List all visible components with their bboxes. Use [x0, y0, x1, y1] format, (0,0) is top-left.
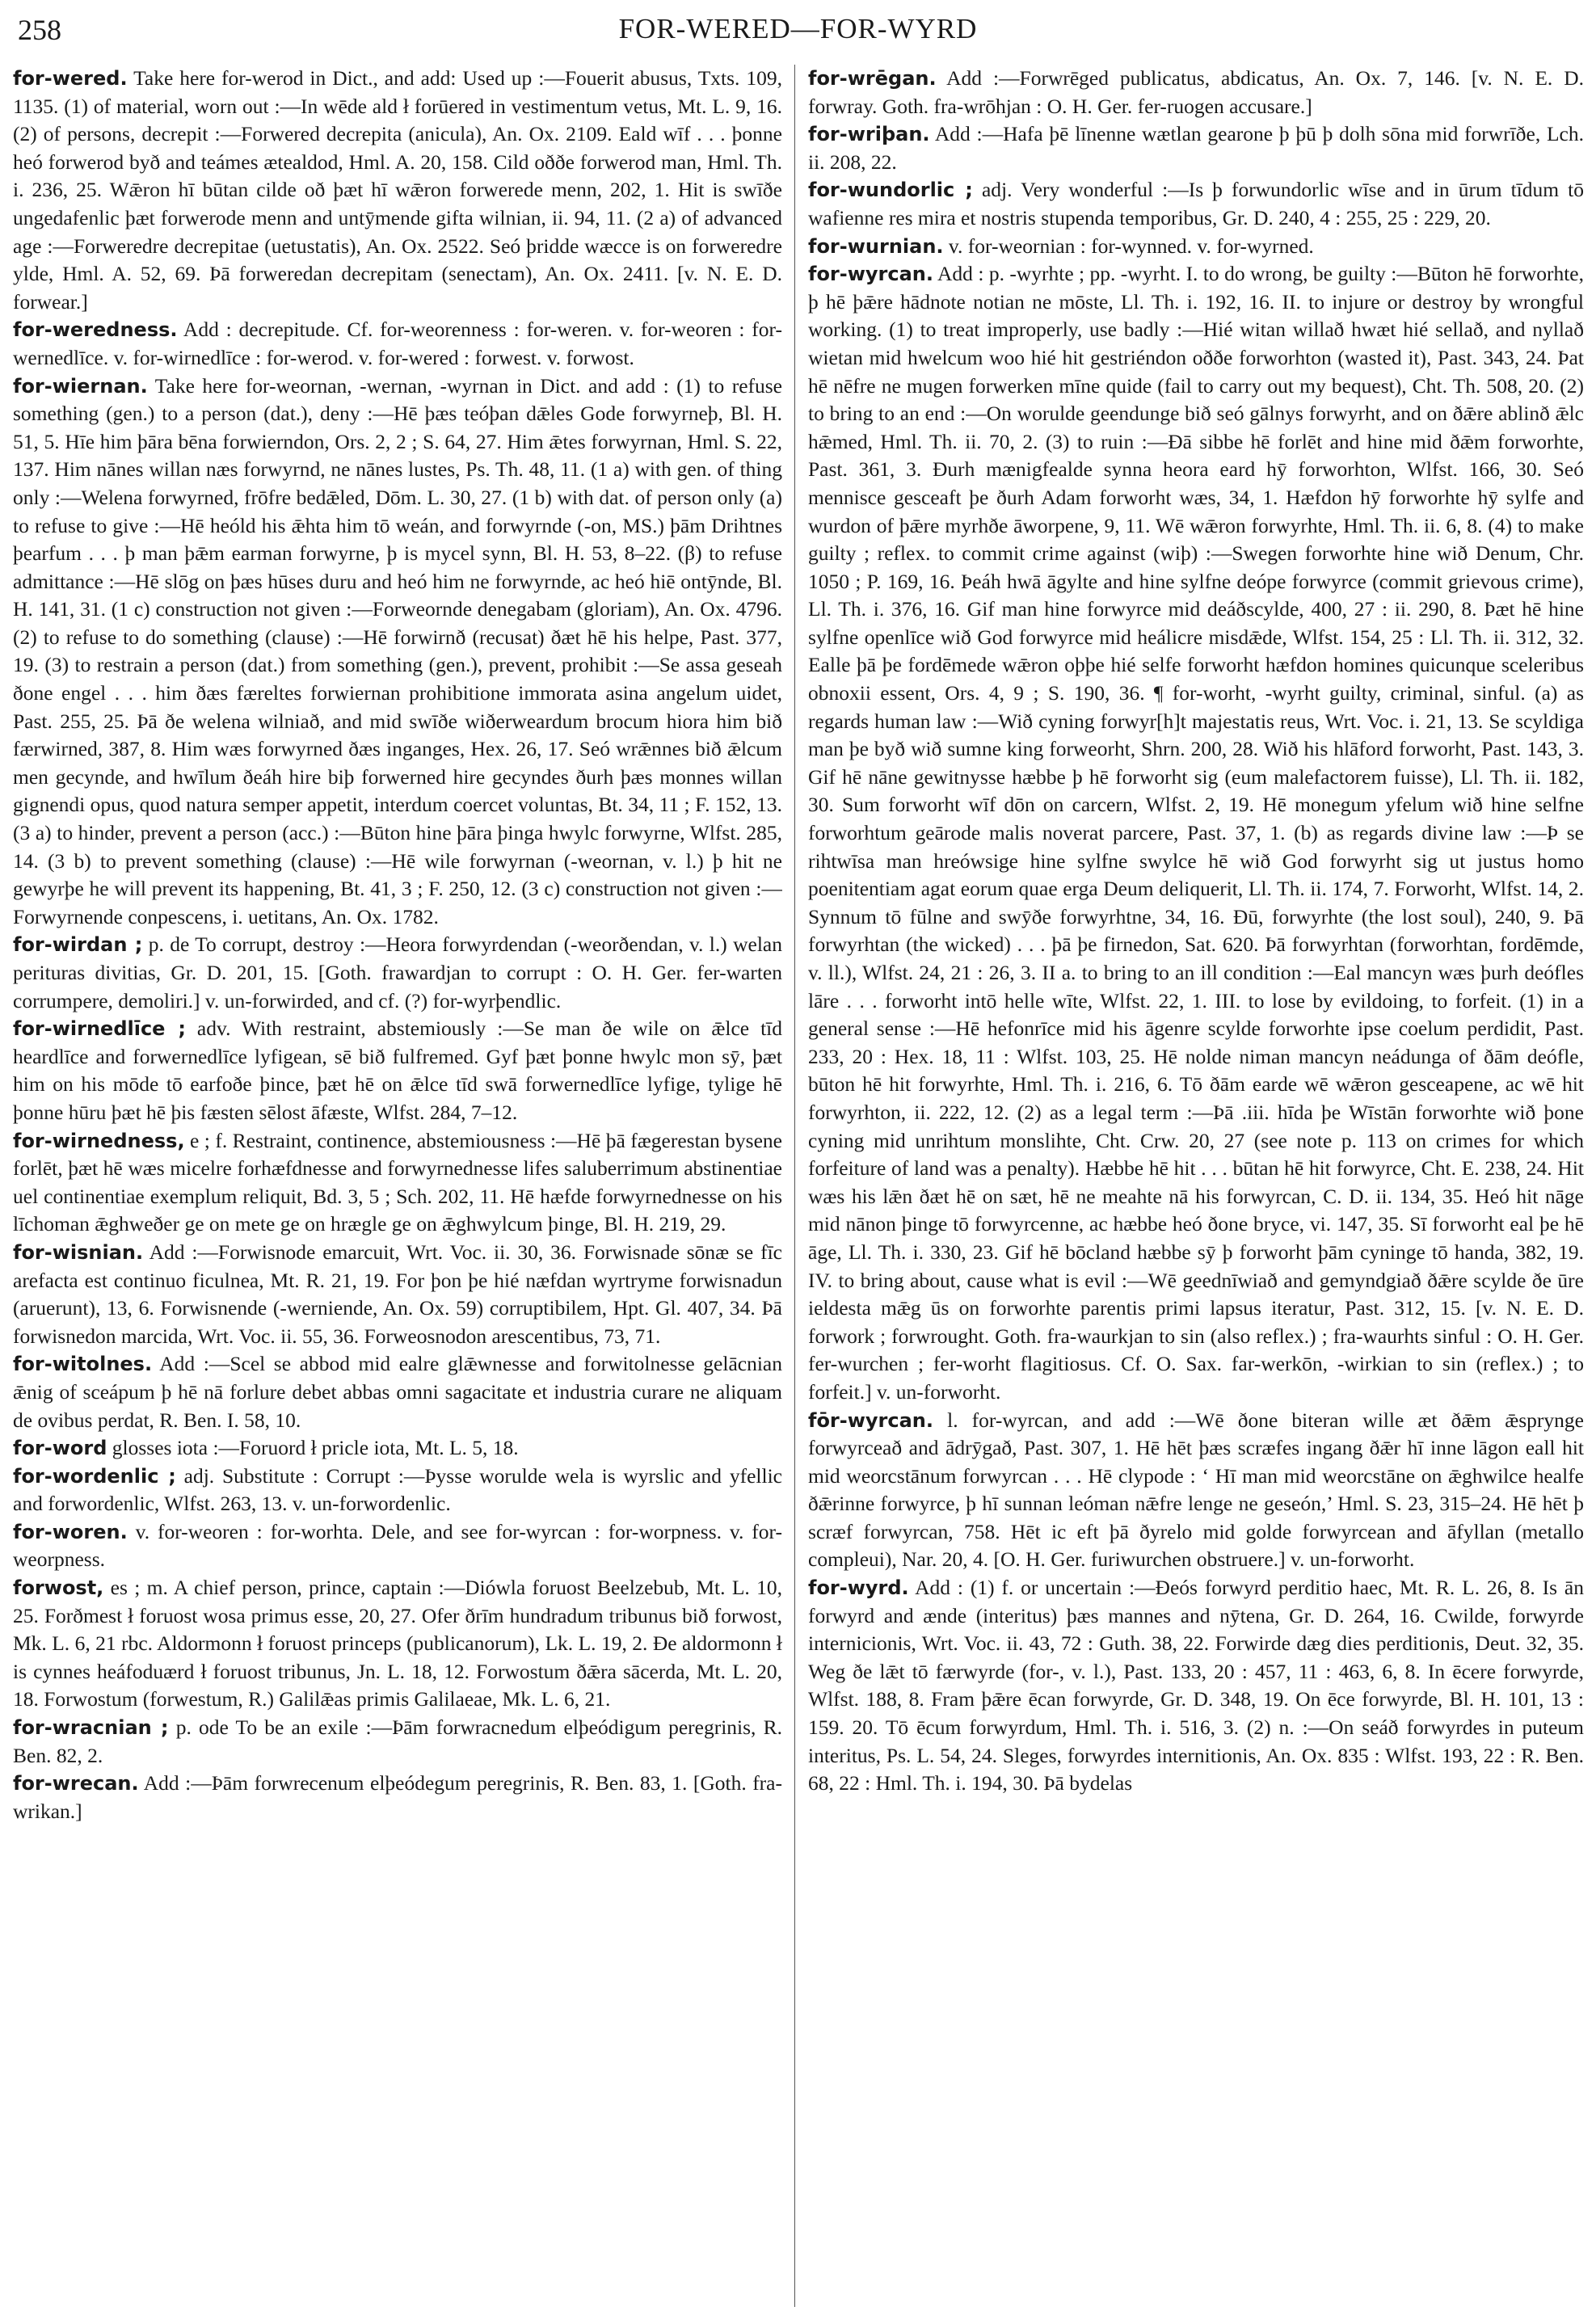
entry-headword: for-wirnedness,	[13, 1129, 185, 1152]
entry-body: l. for-wyrcan, and add :—Wē ðone biteran wille æt ðǣm ǣsprynge forwyrceað and ādrȳgað, Past. 307, 1. Hē hēt þæs scræfes ingang ðǣr hī inne lāgon eall hit mid weorcstānum forwyrcan . . . Hē clypode : ‘ Hī man mid weorcstāne on ǣghwilce healfe ðǣrinne forwyrce, þ hī sunnan leóman nǣfre lenge ne geseón,’ Hml. S. 23, 315–24. Hē hēt þ scræf forwyrcan, 758. Hēt ic eft þā ðyrelo mid golde forwyrcean and āfyllan (metallo compleui), Nar. 20, 4. [O. H. Ger. furiwurchen obstruere.] v. un-forworht.	[808, 1408, 1584, 1572]
entry-body: Add : decrepitude. Cf. for-weorenness : for-weren. v. for-weoren : for-wernedlīce. v. for-wirnedlīce : for-werod. v. for-wered : forwest. v. forwost.	[13, 318, 782, 369]
running-head: FOR-WERED—FOR-WYRD	[618, 13, 978, 44]
right-column	[808, 65, 1584, 2307]
dictionary-entry	[808, 260, 1584, 1406]
dictionary-entry	[13, 931, 782, 1015]
dictionary-entry	[13, 1350, 782, 1434]
entry-body: glosses iota :—Foruord ł pricle iota, Mt. L. 5, 18.	[107, 1436, 519, 1460]
dictionary-entry	[808, 233, 1584, 261]
entry-headword: for-wered.	[13, 67, 128, 90]
entry-body: adj. Substitute : Corrupt :—Þysse worulde wela is wyrslic and yfellic and forwordenlic, Wlfst. 263, 13. v. un-forwordenlic.	[13, 1463, 782, 1516]
entry-headword: for-wyrd.	[808, 1576, 909, 1600]
entry-body: Add :—Forwisnode emarcuit, Wrt. Voc. ii. 30, 36. Forwisnade sōnæ se fīc arefacta est continuo ficulnea, Mt. R. 21, 19. For þon þe hié næfdan wyrtryme forwisnadun (aruerunt), 13, 6. Forwisnende (-werniende, An. Ox. 59) corruptibilem, Hpt. Gl. 407, 34. Þā forwisnedon marcida, Wrt. Voc. ii. 55, 36. Forweosnodon arescentibus, 73, 71.	[13, 1240, 782, 1348]
dictionary-entry	[13, 1434, 782, 1463]
entry-body: Add :—Forwrēged publicatus, abdicatus, An. Ox. 7, 146. [v. N. E. D. forwray. Goth. fra-wrōhjan : O. H. Ger. fer-ruogen accusare.]	[808, 66, 1584, 118]
entry-headword: for-wyrcan.	[808, 263, 934, 286]
entry-headword: for-wirnedlīce ;	[13, 1017, 186, 1041]
entry-headword: for-wundorlic ;	[808, 179, 973, 202]
dictionary-entry	[13, 65, 782, 316]
left-column	[13, 65, 782, 2307]
entry-body: Add : p. -wyrhte ; pp. -wyrht. I. to do wrong, be guilty :—Būton hē forworhte, þ hē þǣre hādnote notian ne mōste, Ll. Th. i. 192, 16. II. to injure or destroy by wrongful working. (1) to treat improperly, use badly :—Hié witan willað hwæt hié sellað, and nyllað wietan mid hwelcum woo hié hit gestriéndon oððe forworhton (wasted it), Past. 343, 24. Þat hē nēfre ne mugen forwerken mīne quide (fail to carry out my bequest), Cht. Th. 508, 20. (2) to bring to an end :—On worulde geendunge bið seó gālnys forwyrht, and on ðǣre ablinð ǣlc hǣmed, Hml. Th. ii. 70, 2. (3) to ruin :—Ðā sibbe hē forlēt and hine mid ðǣm forworhte, Past. 361, 3. Ðurh mænigfealde synna heora eard hȳ forworhton, Wlfst. 166, 30. Seó mennisce gesceaft þe ðurh Adam forworht wæs, 34, 1. Hæfdon hȳ forworhte hȳ sylfe and wurdon of þǣre myrhðe āworpene, 9, 11. Wē wǣron forwyrhte, Hml. Th. ii. 6, 8. (4) to make guilty ; reflex. to commit crime against (wiþ) :—Swegen forworhte hine wið Denum, Chr. 1050 ; P. 169, 16. Þeáh hwā āgylte and hine sylfne deópe forwyrce (commit grievous crime), Ll. Th. i. 376, 16. Gif man hine forwyrce mid deáðscylde, 400, 27 : ii. 290, 8. Þæt hē hine sylfne openlīce wið God forwyrce mid heálicre misdǣde, Wlfst. 154, 25 : Ll. Th. ii. 312, 32. Ealle þā þe fordēmede wǣron oþþe hié selfe forworht hæfdon homines quicunque sceleribus obnoxii essent, Ors. 4, 9 ; S. 190, 36. ¶ for-worht, -wyrht guilty, criminal, sinful. (a) as regards human law :—Wið cyning forwyr[h]t majestatis reus, Wrt. Voc. i. 21, 13. Se scyldiga man þe byð wið sumne king forweorht, Shrn. 200, 28. Wið his hlāford forworht, Past. 143, 3. Gif hē nāne gewitnysse hæbbe þ hē forworht sig (eum malefactorem fuisse), Ll. Th. ii. 182, 30. Sum forworht wīf dōn on carcern, Wlfst. 2, 19. Hē monegum yfelum wið hine selfne forworhtum geārode malis noverat parcere, Past. 37, 1. (b) as regards divine law :—Þ se rihtwīsa man hreówsige hine sylfne swylce hē wið God forwyrht sig ut justus homo poenitentiam agat eorum quae erga Deum deliquerit, Ll. Th. ii. 174, 7. Forworht, Wlfst. 14, 2. Synnum tō fūlne and swȳðe forwyrhtne, 34, 16. Ðū, forwyrhte (the lost soul), 240, 9. Þā forwyrhtan (the wicked) . . . þā þe firnedon, Sat. 620. Þā forwyrhtan (forworhtan, fordēmde, v. ll.), Wlfst. 24, 21 : 26, 3. II a. to bring to an ill condition :—Eal mancyn wæs þurh deófles lāre . . . forworht intō helle wīte, Wlfst. 22, 1. III. to lose by evildoing, to forfeit. (1) in a general sense :—Hē hefonrīce mid his āgenre scylde forworhte ipse coelum perdidit, Past. 233, 20 : Hex. 18, 11 : Wlfst. 103, 25. Hē nolde niman mancyn neádunga of ðām deófle, būton hē hit forwyrhte, Hml. Th. i. 216, 6. Tō ðām earde wē wǣron gesceapene, ac wē hit forwyrhton, ii. 222, 12. (2) as a legal term :—Þā .iii. hīda þe Wīstān forworhte wið þone cyning mid unrihtum monslihte, Cht. Crw. 20, 27 (see note p. 113 on crimes for which forfeiture of land was a penalty). Hæbbe hē hit . . . būtan hē hit forwyrce, Cht. E. 238, 24. Hit wæs his lǣn ðæt hē on sæt, hē ne meahte nā his forwyrcan, C. D. ii. 134, 35. Heó hit nāge mid nānon þinge tō forwyrcenne, ac hæbbe heó ðone bryce, vi. 147, 35. Sī forworht eal þe hē āge, Ll. Th. i. 330, 23. Gif hē bōcland hæbbe sȳ þ forworht þām cyninge tō handa, 382, 19. IV. to bring about, cause what is evil :—Wē geednīwiað and gemyndgiað ðǣre scylde ðe ūre ieldesta mǣg ūs on forworhte parentis primi lapsus iteratur, Past. 312, 15. [v. N. E. D. forwork ; forwrought. Goth. fra-waurkjan to sin (also reflex.) ; fra-waurhts sinful : O. H. Ger. fer-wurchen ; fer-worht flagitiosus. Cf. O. Sax. far-werkōn, -wirkian to sin (reflex.) ; to forfeit.] v. un-forworht.	[808, 262, 1584, 1404]
dictionary-entry	[808, 176, 1584, 232]
entry-body: Add :—Scel se abbod mid ealre glǣwnesse and forwitolnesse gelācnian ǣnig of sceápum þ hē nā forlure debet abbas omni sagacitate et industria curare ne aliquam de ovibus perdat, R. Ben. I. 58, 10.	[13, 1352, 782, 1432]
entry-body: p. ode To be an exile :—Þām forwracnedum elþeódigum peregrinis, R. Ben. 82, 2.	[13, 1715, 782, 1767]
column-divider	[794, 65, 795, 2307]
entry-body: v. for-weoren : for-worhta. Dele, and see for-wyrcan : for-worpness. v. for-weorpness.	[13, 1519, 782, 1572]
dictionary-entry	[13, 1127, 782, 1239]
entry-body: adv. With restraint, abstemiously :—Se man ðe wile on ǣlce tīd heardlīce and forwernedlīce lyfigean, sē bið fulfremed. Gyf þæt þonne hwylc mon sȳ, þæt him on his mōde tō earfoðe þince, þæt hē on ǣlce tīd swā forwernedlīce lyfige, tylige hē þonne hūru þæt hē þis fæsten sēlost āfæste, Wlfst. 284, 7–12.	[13, 1017, 782, 1124]
entry-headword: for-wriþan.	[808, 123, 930, 146]
entry-headword: for-wisnian.	[13, 1240, 144, 1264]
entry-headword: for-wiernan.	[13, 374, 148, 398]
dictionary-entry	[13, 1770, 782, 1825]
entry-body: Take here for-weornan, -wernan, -wyrnan in Dict. and add : (1) to refuse something (gen.) to a person (dat.), deny :—Hē þæs teóþan dǣles Gode forwyrneþ, Bl. H. 51, 5. Hīe him þāra bēna forwierndon, Ors. 2, 2 ; S. 64, 27. Him ǣtes forwyrnan, Hml. S. 22, 137. Him nānes willan næs forwyrnd, ne nānes lustes, Ps. Th. 48, 11. (1 a) with gen. of thing only :—Welena forwyrned, frōfre bedǣled, Dōm. L. 30, 27. (1 b) with dat. of person only (a) to refuse to give :—Hē heóld his ǣhta him tō weán, and forwyrnde (-on, MS.) þām Drihtnes þearfum . . . þ man þǣm earman forwyrne, þ is mycel synn, Bl. H. 53, 8–22. (β) to refuse admittance :—Hē slōg on þæs hūses duru and heó him ne forwyrnde, ac heó hiē ontȳnde, Bl. H. 141, 31. (1 c) construction not given :—Forweornde denegabam (gloriam), An. Ox. 4796. (2) to refuse to do something (clause) :—Hē forwirnð (recusat) ðæt hē his helpe, Past. 377, 19. (3) to restrain a person (dat.) from something (gen.), prevent, prohibit :—Se assa geseah ðone engel . . . him ðæs færeltes forwiernan prohibitione immorata asina angelum uidet, Past. 255, 25. Þā ðe welena wilniað, and mid swīðe wiðerweardum brocum hiora him bið færwirned, 387, 8. Him wæs forwyrned ðæs inganges, Hex. 26, 17. Seó wrǣnnes bið ǣlcum men gecynde, and hwīlum ðeáh hire biþ forwerned hire gecyndes ðurh þæs monnes willan gignendi opus, quod natura semper appetit, interdum coercet voluntas, Bt. 34, 11 ; F. 152, 13. (3 a) to hinder, prevent a person (acc.) :—Būton hine þāra þinga hwylc forwyrne, Wlfst. 285, 14. (3 b) to prevent something (clause) :—Hē wile forwyrnan (-weornan, v. l.) þ hit ne gewyrþe he will prevent its happening, Bt. 41, 3 ; F. 250, 12. (3 c) construction not given :—Forwyrnende conpescens, i. uetitans, An. Ox. 1782.	[13, 373, 782, 928]
entry-headword: for-wurnian.	[808, 234, 944, 258]
dictionary-entry	[13, 316, 782, 372]
dictionary-entry	[808, 1574, 1584, 1798]
page-header	[16, 8, 1580, 48]
entry-body: Add :—Hafa þē līnenne wætlan gearone þ þū þ dolh sōna mid forwrīðe, Lch. ii. 208, 22.	[808, 122, 1584, 174]
entry-body: Take here for-werod in Dict., and add: Used up :—Fouerit abusus, Txts. 109, 1135. (1) of material, worn out :—In wēde ald ł forūered in vestimentum vetus, Mt. L. 9, 16. (2) of persons, decrepit :—Forwered decrepita (anicula), An. Ox. 2109. Eald wīf . . . þonne heó forwerod byð and teámes ætealdod, Hml. A. 20, 158. Cild oððe forwerod man, Hml. Th. i. 236, 25. Wǣron hī būtan cilde oð þæt hī wǣron forwerede menn, 202, 1. Hit is swīðe ungedafenlic þæt forwerode menn and untȳmende gifta wilnian, ii. 94, 11. (2 a) of advanced age :—Forweredre decrepitae (uetustatis), An. Ox. 2522. Seó þridde wæcce is on forweredre ylde, Hml. A. 52, 69. Þā forweredan decrepitam (senectam), An. Ox. 2411. [v. N. E. D. forwear.]	[13, 66, 782, 314]
entry-body: adj. Very wonderful :—Is þ forwundorlic wīse and in ūrum tīdum tō wafienne res mira et nostris stupenda temporibus, Gr. D. 240, 4 : 255, 25 : 229, 20.	[808, 178, 1584, 229]
entry-headword: for-weredness.	[13, 318, 178, 342]
entry-headword: for-woren.	[13, 1520, 128, 1543]
dictionary-entry	[13, 1574, 782, 1714]
dictionary-entry	[13, 1518, 782, 1574]
dictionary-entry	[13, 1015, 782, 1126]
entry-body: Add :—Þām forwrecenum elþeódegum peregrinis, R. Ben. 83, 1. [Goth. fra-wrikan.]	[13, 1771, 782, 1823]
entry-headword: for-wracnian ;	[13, 1716, 169, 1740]
entry-body: v. for-weornian : for-wynned. v. for-wyrned.	[943, 234, 1314, 258]
entry-headword: for-wrecan.	[13, 1772, 139, 1795]
entry-headword: for-word	[13, 1437, 107, 1460]
entry-headword: for-witolnes.	[13, 1353, 153, 1376]
entry-body: p. de To corrupt, destroy :—Heora forwyrdendan (-weorðendan, v. l.) welan perituras divitias, Gr. D. 201, 15. [Goth. frawardjan to corrupt : O. H. Ger. fer-warten corrumpere, demoliri.] v. un-forwirded, and cf. (?) for-wyrþendlic.	[13, 932, 782, 1012]
entry-headword: for-wordenlic ;	[13, 1464, 176, 1488]
dictionary-entry	[13, 1463, 782, 1518]
dictionary-entry	[13, 373, 782, 932]
dictionary-entry	[808, 65, 1584, 120]
page-number: 258	[18, 14, 61, 46]
dictionary-entry	[13, 1239, 782, 1350]
entry-headword: forwost,	[13, 1576, 104, 1600]
dictionary-entry	[808, 120, 1584, 176]
entry-body: e ; f. Restraint, continence, abstemiousness :—Hē þā fægerestan bysene forlēt, þæt hē wæs micelre forhæfdnesse and forwyrnednesse lifes saluberrimum abstinentiae uel continentiae exemplum reliquit, Bd. 3, 5 ; Sch. 202, 11. Hē hæfde forwyrnednesse on his līchoman ǣghweðer ge on mete ge on hrægle ge on ǣghwylcum þinge, Bl. H. 219, 29.	[13, 1128, 782, 1236]
entry-body: Add : (1) f. or uncertain :—Ðeós forwyrd perditio haec, Mt. R. L. 26, 8. Is ān forwyrd and ænde (interitus) þæs mannes and nȳtena, Gr. D. 264, 16. Cwilde, forwyrde internicionis, Wrt. Voc. ii. 43, 72 : Guth. 38, 22. Forwirde dæg dies perditionis, Deut. 32, 35. Weg ðe lǣt tō færwyrde (for-, v. l.), Past. 133, 20 : 457, 11 : 463, 6, 8. In ēcere forwyrde, Wlfst. 188, 8. Fram þǣre ēcan forwyrde, Gr. D. 348, 19. On ēce forwyrde, Bl. H. 101, 13 : 159. 20. Tō ēcum forwyrdum, Hml. Th. i. 516, 3. (2) n. :—On seáð forwyrdes in puteum interitus, Ps. L. 54, 24. Sleges, forwyrdes internitionis, An. Ox. 835 : Wlfst. 193, 22 : R. Ben. 68, 22 : Hml. Th. i. 194, 30. Þā bydelas	[808, 1576, 1584, 1795]
dictionary-entry	[13, 1714, 782, 1770]
entry-headword: fōr-wyrcan.	[808, 1408, 934, 1432]
entry-headword: for-wirdan ;	[13, 933, 143, 957]
dictionary-entry	[808, 1407, 1584, 1575]
entry-headword: for-wrēgan.	[808, 67, 937, 90]
entry-body: es ; m. A chief person, prince, captain :—Diówla foruost Beelzebub, Mt. L. 10, 25. Forðmest ł foruost wosa primus esse, 20, 27. Ofer ðrīm hundradum tribunus bið forwost, Mk. L. 6, 21 rbc. Aldormonn ł foruost princeps (publicanorum), Lk. L. 19, 2. Ðe aldormonn ł is cynnes heáfoduærd ł foruost tribunus, Jn. L. 18, 12. Forwostum ðǣra sācerda, Mt. L. 20, 18. Forwostum (forwestum, R.) Galilǣas primis Galilaeae, Mk. L. 6, 21.	[13, 1576, 782, 1711]
